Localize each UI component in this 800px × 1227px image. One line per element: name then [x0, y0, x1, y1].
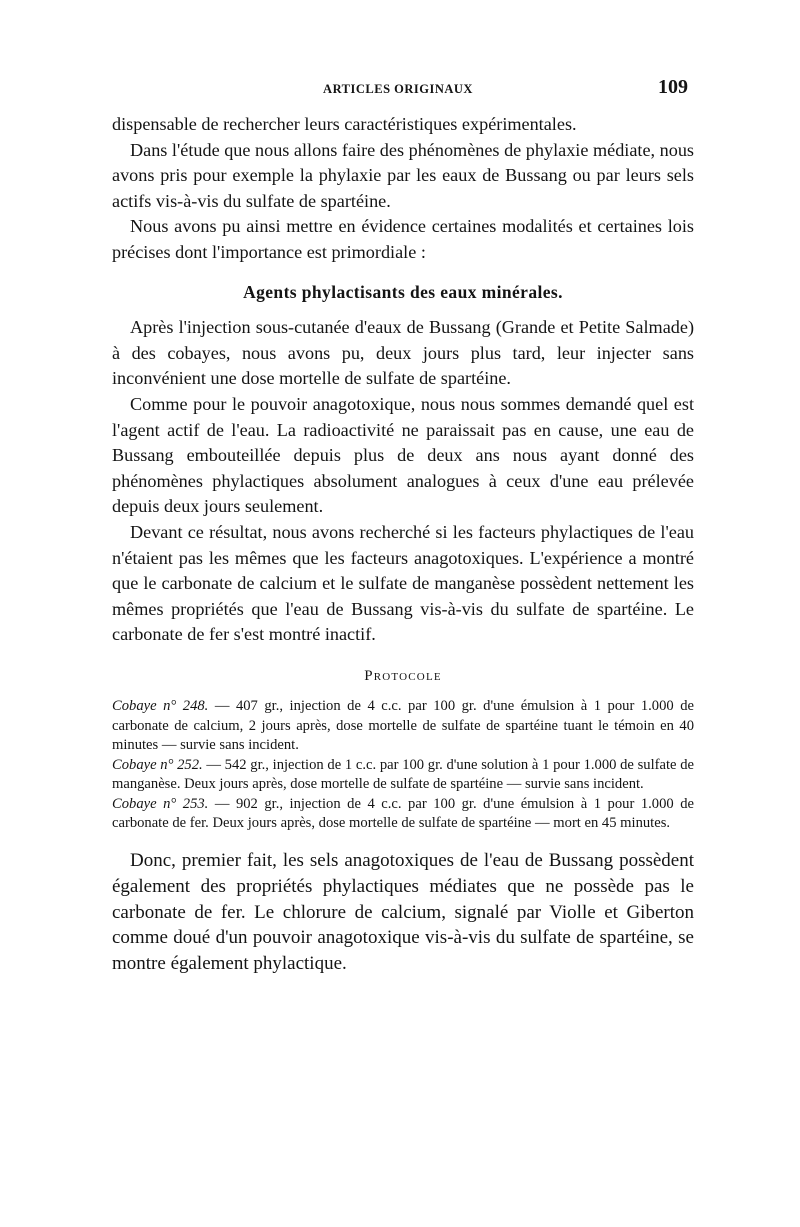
- protocol-entry-id: Cobaye n° 252.: [112, 756, 203, 773]
- protocol-entry-text: — 407 gr., injection de 4 c.c. par 100 gr. d'une émulsion à 1 pour 1.000 de carbonate de calcium, 2 jours après, dose mortelle de sulfate de spartéine tuant le témoin en 40 minutes — survie sans incident.: [112, 698, 694, 754]
- protocol-entry-id: Cobaye n° 253.: [112, 795, 209, 812]
- protocol-entry-text: — 542 gr., injection de 1 c.c. par 100 gr. d'une solution à 1 pour 1.000 de sulfate de manganèse. Deux jours après, dose mortelle de sulfate de spartéine — survie sans incident.: [112, 756, 694, 793]
- paragraph: Dans l'étude que nous allons faire des phénomènes de phylaxie médiate, nous avons pris pour exemple la phylaxie par les eaux de Bussang ou par leurs sels actifs vis-à-vis du sulfate de spartéine.: [112, 139, 694, 211]
- paragraph: Nous avons pu ainsi mettre en évidence certaines modalités et certaines lois précises dont l'importance est primordiale :: [112, 216, 694, 262]
- paragraph: dispensable de rechercher leurs caractéristiques expérimentales.: [112, 114, 577, 134]
- paragraph: Après l'injection sous-cutanée d'eaux de Bussang (Grande et Petite Salmade) à des cobayes, nous avons pu, deux jours plus tard, leur injecter sans inconvénient une dose mortelle de sulfate de spartéine.: [112, 317, 694, 389]
- page-header: [108, 76, 688, 102]
- protocol-entry-id: Cobaye n° 248.: [112, 698, 209, 715]
- protocol-entry: [112, 697, 694, 756]
- conclusion-paragraph: Donc, premier fait, les sels anagotoxiques de l'eau de Bussang possèdent également des propriétés phylactiques médiates que ne possède pas le carbonate de fer. Le chlorure de calcium, signalé par Violle et Giberton comme doué d'un pouvoir anagotoxique vis-à-vis du sulfate de spartéine, se montre également phylactique.: [112, 849, 694, 975]
- page-number: 109: [658, 76, 688, 98]
- paragraph: Comme pour le pouvoir anagotoxique, nous nous sommes demandé quel est l'agent actif de l'eau. La radioactivité ne paraissait pas en cause, une eau de Bussang embouteillée depuis plus de deux ans nous ayant donné des phénomènes phylactiques absolument analogues à ceux d'une eau prélevée depuis deux jours seulement.: [112, 393, 694, 517]
- paragraph: Devant ce résultat, nous avons recherché si les facteurs phylactiques de l'eau n'étaient pas les mêmes que les facteurs anagotoxiques. L'expérience a montré que le carbonate de calcium et le sulfate de manganèse possèdent nettement les mêmes propriétés que l'eau de Bussang vis-à-vis du sulfate de spartéine. Le carbonate de fer s'est montré inactif.: [112, 521, 694, 645]
- section-heading: Agents phylactisants des eaux minérales.: [243, 281, 563, 302]
- protocol-entry-text: — 902 gr., injection de 4 c.c. par 100 gr. d'une émulsion à 1 pour 1.000 de carbonate de fer. Deux jours après, dose mortelle de sulfate de spartéine — mort en 45 minutes.: [112, 795, 694, 832]
- protocol-entry: [112, 795, 694, 834]
- body-text: [112, 112, 694, 977]
- protocol-entry: [112, 756, 694, 795]
- protocol-heading: Protocole: [364, 667, 442, 684]
- running-title: ARTICLES ORIGINAUX: [323, 82, 473, 96]
